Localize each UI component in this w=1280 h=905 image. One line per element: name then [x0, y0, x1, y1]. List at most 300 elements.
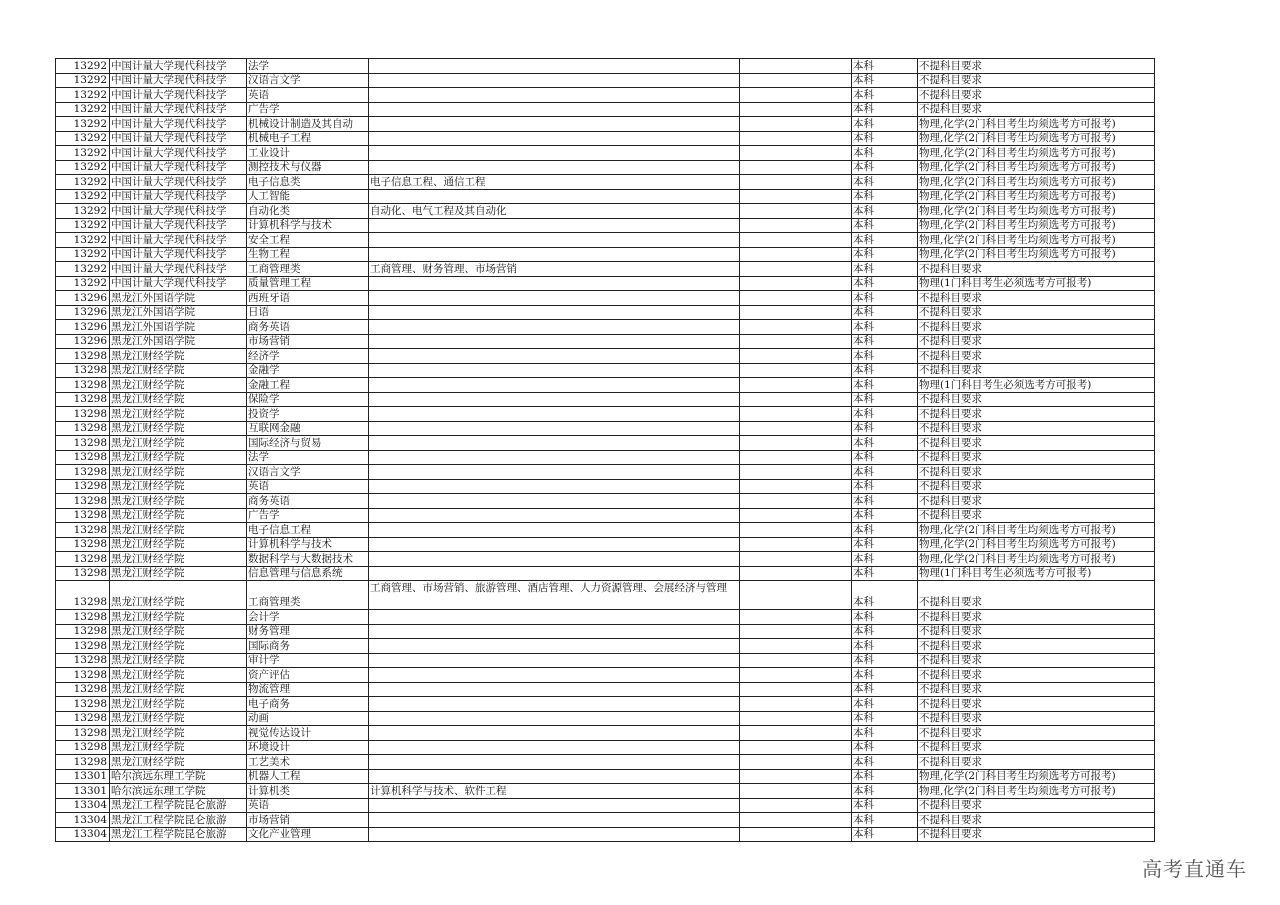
- level-cell: 本科: [852, 189, 918, 204]
- school-name-cell: 黑龙江财经学院: [110, 610, 247, 625]
- school-code-cell: 13292: [56, 131, 110, 146]
- subject-requirement-cell: 不提科目要求: [918, 624, 1155, 639]
- table-row: [56, 566, 1155, 581]
- included-majors-cell: [369, 392, 740, 407]
- subject-requirement-cell: 不提科目要求: [918, 73, 1155, 88]
- subject-requirement-cell: 物理,化学(2门科目考生均须选考方可报考): [918, 769, 1155, 784]
- school-name-cell: 黑龙江财经学院: [110, 508, 247, 523]
- subject-requirement-cell: 不提科目要求: [918, 436, 1155, 451]
- subject-requirement-cell: 物理,化学(2门科目考生均须选考方可报考): [918, 189, 1155, 204]
- watermark-text: 高考直通车: [1142, 857, 1247, 881]
- table-row: [56, 639, 1155, 654]
- school-name-cell: 中国计量大学现代科技学: [110, 233, 247, 248]
- school-name-cell: 黑龙江财经学院: [110, 450, 247, 465]
- level-cell: 本科: [852, 740, 918, 755]
- blank-cell: [740, 450, 852, 465]
- subject-requirement-cell: 不提科目要求: [918, 711, 1155, 726]
- school-name-cell: 黑龙江外国语学院: [110, 291, 247, 306]
- table-row: [56, 537, 1155, 552]
- included-majors-cell: 计算机科学与技术、软件工程: [369, 784, 740, 799]
- included-majors-cell: [369, 349, 740, 364]
- included-majors-cell: [369, 88, 740, 103]
- included-majors-cell: [369, 117, 740, 132]
- school-code-cell: 13298: [56, 639, 110, 654]
- subject-requirement-cell: 不提科目要求: [918, 102, 1155, 117]
- subject-requirement-cell: 不提科目要求: [918, 740, 1155, 755]
- included-majors-cell: [369, 59, 740, 74]
- included-majors-cell: [369, 653, 740, 668]
- subject-requirement-cell: 不提科目要求: [918, 349, 1155, 364]
- blank-cell: [740, 581, 852, 610]
- included-majors-cell: 工商管理、财务管理、市场营销: [369, 262, 740, 277]
- included-majors-cell: [369, 407, 740, 422]
- table-row: [56, 204, 1155, 219]
- table-row: [56, 465, 1155, 480]
- school-code-cell: 13298: [56, 465, 110, 480]
- school-code-cell: 13298: [56, 624, 110, 639]
- school-code-cell: 13298: [56, 450, 110, 465]
- subject-requirement-cell: 物理,化学(2门科目考生均须选考方可报考): [918, 204, 1155, 219]
- major-cell: 机械设计制造及其自动: [247, 117, 369, 132]
- included-majors-cell: [369, 102, 740, 117]
- subject-requirement-cell: 不提科目要求: [918, 320, 1155, 335]
- school-code-cell: 13298: [56, 697, 110, 712]
- blank-cell: [740, 276, 852, 291]
- table-row: [56, 813, 1155, 828]
- level-cell: 本科: [852, 639, 918, 654]
- blank-cell: [740, 320, 852, 335]
- subject-requirement-cell: 不提科目要求: [918, 494, 1155, 509]
- level-cell: 本科: [852, 494, 918, 509]
- major-cell: 电子信息工程: [247, 523, 369, 538]
- table-row: [56, 581, 1155, 610]
- major-cell: 西班牙语: [247, 291, 369, 306]
- subject-requirement-cell: 物理,化学(2门科目考生均须选考方可报考): [918, 523, 1155, 538]
- included-majors-cell: [369, 552, 740, 567]
- school-name-cell: 黑龙江外国语学院: [110, 305, 247, 320]
- subject-requirement-cell: 物理(1门科目考生必须选考方可报考): [918, 566, 1155, 581]
- included-majors-cell: 工商管理、市场营销、旅游管理、酒店管理、人力资源管理、会展经济与管理: [369, 581, 740, 610]
- table-row: [56, 421, 1155, 436]
- blank-cell: [740, 813, 852, 828]
- table-row: [56, 697, 1155, 712]
- table-row: [56, 508, 1155, 523]
- included-majors-cell: [369, 668, 740, 683]
- included-majors-cell: [369, 479, 740, 494]
- subject-requirement-cell: 物理,化学(2门科目考生均须选考方可报考): [918, 247, 1155, 262]
- blank-cell: [740, 349, 852, 364]
- included-majors-cell: [369, 740, 740, 755]
- blank-cell: [740, 392, 852, 407]
- school-name-cell: 黑龙江财经学院: [110, 363, 247, 378]
- major-cell: 经济学: [247, 349, 369, 364]
- blank-cell: [740, 769, 852, 784]
- level-cell: 本科: [852, 247, 918, 262]
- level-cell: 本科: [852, 407, 918, 422]
- included-majors-cell: [369, 334, 740, 349]
- school-code-cell: 13292: [56, 102, 110, 117]
- subject-requirement-cell: 物理,化学(2门科目考生均须选考方可报考): [918, 175, 1155, 190]
- major-cell: 动画: [247, 711, 369, 726]
- level-cell: 本科: [852, 73, 918, 88]
- table-row: [56, 117, 1155, 132]
- school-code-cell: 13298: [56, 508, 110, 523]
- subject-requirement-cell: 不提科目要求: [918, 59, 1155, 74]
- level-cell: 本科: [852, 218, 918, 233]
- school-code-cell: 13304: [56, 827, 110, 842]
- level-cell: 本科: [852, 581, 918, 610]
- major-cell: 测控技术与仪器: [247, 160, 369, 175]
- major-cell: 英语: [247, 479, 369, 494]
- school-code-cell: 13296: [56, 320, 110, 335]
- level-cell: 本科: [852, 798, 918, 813]
- school-code-cell: 13292: [56, 88, 110, 103]
- level-cell: 本科: [852, 291, 918, 306]
- school-code-cell: 13296: [56, 305, 110, 320]
- included-majors-cell: [369, 450, 740, 465]
- blank-cell: [740, 653, 852, 668]
- school-name-cell: 黑龙江财经学院: [110, 566, 247, 581]
- school-code-cell: 13298: [56, 552, 110, 567]
- table-row: [56, 276, 1155, 291]
- table-row: [56, 436, 1155, 451]
- subject-requirement-cell: 不提科目要求: [918, 508, 1155, 523]
- school-name-cell: 黑龙江外国语学院: [110, 334, 247, 349]
- major-cell: 视觉传达设计: [247, 726, 369, 741]
- blank-cell: [740, 189, 852, 204]
- school-name-cell: 中国计量大学现代科技学: [110, 117, 247, 132]
- blank-cell: [740, 131, 852, 146]
- table-row: [56, 610, 1155, 625]
- level-cell: 本科: [852, 813, 918, 828]
- table-row: [56, 146, 1155, 161]
- included-majors-cell: [369, 769, 740, 784]
- table-row: [56, 494, 1155, 509]
- level-cell: 本科: [852, 117, 918, 132]
- blank-cell: [740, 711, 852, 726]
- school-name-cell: 黑龙江财经学院: [110, 392, 247, 407]
- table-row: [56, 131, 1155, 146]
- school-name-cell: 黑龙江财经学院: [110, 639, 247, 654]
- subject-requirement-cell: 物理(1门科目考生必须选考方可报考): [918, 276, 1155, 291]
- included-majors-cell: [369, 827, 740, 842]
- school-code-cell: 13298: [56, 494, 110, 509]
- included-majors-cell: [369, 494, 740, 509]
- table-row: [56, 320, 1155, 335]
- major-cell: 市场营销: [247, 334, 369, 349]
- blank-cell: [740, 610, 852, 625]
- school-name-cell: 中国计量大学现代科技学: [110, 88, 247, 103]
- major-cell: 计算机类: [247, 784, 369, 799]
- level-cell: 本科: [852, 88, 918, 103]
- major-cell: 金融工程: [247, 378, 369, 393]
- school-name-cell: 黑龙江财经学院: [110, 668, 247, 683]
- school-name-cell: 黑龙江财经学院: [110, 653, 247, 668]
- subject-requirement-cell: 物理,化学(2门科目考生均须选考方可报考): [918, 233, 1155, 248]
- level-cell: 本科: [852, 523, 918, 538]
- school-code-cell: 13292: [56, 117, 110, 132]
- school-code-cell: 13292: [56, 59, 110, 74]
- subject-requirement-cell: 不提科目要求: [918, 392, 1155, 407]
- school-code-cell: 13298: [56, 682, 110, 697]
- school-code-cell: 13292: [56, 276, 110, 291]
- level-cell: 本科: [852, 392, 918, 407]
- blank-cell: [740, 262, 852, 277]
- blank-cell: [740, 697, 852, 712]
- blank-cell: [740, 552, 852, 567]
- subject-requirement-cell: 物理,化学(2门科目考生均须选考方可报考): [918, 160, 1155, 175]
- subject-requirement-cell: 不提科目要求: [918, 813, 1155, 828]
- level-cell: 本科: [852, 465, 918, 480]
- level-cell: 本科: [852, 653, 918, 668]
- blank-cell: [740, 305, 852, 320]
- major-cell: 工业设计: [247, 146, 369, 161]
- school-code-cell: 13298: [56, 407, 110, 422]
- school-code-cell: 13298: [56, 581, 110, 610]
- table-row: [56, 378, 1155, 393]
- level-cell: 本科: [852, 827, 918, 842]
- subject-requirement-cell: 物理(1门科目考生必须选考方可报考): [918, 378, 1155, 393]
- blank-cell: [740, 378, 852, 393]
- subject-requirement-cell: 不提科目要求: [918, 88, 1155, 103]
- level-cell: 本科: [852, 102, 918, 117]
- table-row: [56, 233, 1155, 248]
- school-code-cell: 13292: [56, 189, 110, 204]
- major-cell: 文化产业管理: [247, 827, 369, 842]
- included-majors-cell: [369, 73, 740, 88]
- subject-requirement-cell: 不提科目要求: [918, 755, 1155, 770]
- table-row: [56, 755, 1155, 770]
- major-cell: 广告学: [247, 508, 369, 523]
- major-cell: 会计学: [247, 610, 369, 625]
- level-cell: 本科: [852, 436, 918, 451]
- major-cell: 金融学: [247, 363, 369, 378]
- school-name-cell: 黑龙江财经学院: [110, 523, 247, 538]
- school-code-cell: 13296: [56, 334, 110, 349]
- included-majors-cell: 电子信息工程、通信工程: [369, 175, 740, 190]
- subject-requirement-cell: 不提科目要求: [918, 798, 1155, 813]
- blank-cell: [740, 247, 852, 262]
- included-majors-cell: [369, 233, 740, 248]
- included-majors-cell: [369, 378, 740, 393]
- subject-requirement-cell: 物理,化学(2门科目考生均须选考方可报考): [918, 146, 1155, 161]
- level-cell: 本科: [852, 421, 918, 436]
- subject-requirement-cell: 不提科目要求: [918, 653, 1155, 668]
- school-name-cell: 黑龙江财经学院: [110, 711, 247, 726]
- included-majors-cell: [369, 160, 740, 175]
- blank-cell: [740, 59, 852, 74]
- table-row: [56, 523, 1155, 538]
- level-cell: 本科: [852, 508, 918, 523]
- school-code-cell: 13292: [56, 175, 110, 190]
- school-name-cell: 黑龙江财经学院: [110, 624, 247, 639]
- major-cell: 自动化类: [247, 204, 369, 219]
- school-name-cell: 黑龙江财经学院: [110, 349, 247, 364]
- school-name-cell: 中国计量大学现代科技学: [110, 73, 247, 88]
- table-row: [56, 479, 1155, 494]
- blank-cell: [740, 175, 852, 190]
- school-name-cell: 黑龙江财经学院: [110, 465, 247, 480]
- blank-cell: [740, 233, 852, 248]
- table-row: [56, 392, 1155, 407]
- major-cell: 日语: [247, 305, 369, 320]
- school-code-cell: 13292: [56, 233, 110, 248]
- table-row: [56, 88, 1155, 103]
- included-majors-cell: [369, 711, 740, 726]
- subject-requirement-cell: 不提科目要求: [918, 421, 1155, 436]
- included-majors-cell: [369, 610, 740, 625]
- subject-requirement-cell: 不提科目要求: [918, 363, 1155, 378]
- blank-cell: [740, 117, 852, 132]
- table-row: [56, 624, 1155, 639]
- school-code-cell: 13298: [56, 740, 110, 755]
- table-row: [56, 349, 1155, 364]
- school-name-cell: 黑龙江外国语学院: [110, 320, 247, 335]
- major-cell: 安全工程: [247, 233, 369, 248]
- included-majors-cell: [369, 146, 740, 161]
- school-name-cell: 黑龙江财经学院: [110, 378, 247, 393]
- subject-requirement-cell: 物理,化学(2门科目考生均须选考方可报考): [918, 552, 1155, 567]
- blank-cell: [740, 88, 852, 103]
- table-row: [56, 59, 1155, 74]
- included-majors-cell: [369, 813, 740, 828]
- subject-requirement-cell: 不提科目要求: [918, 450, 1155, 465]
- blank-cell: [740, 523, 852, 538]
- level-cell: 本科: [852, 784, 918, 799]
- level-cell: 本科: [852, 146, 918, 161]
- included-majors-cell: [369, 465, 740, 480]
- table-row: [56, 784, 1155, 799]
- blank-cell: [740, 537, 852, 552]
- school-code-cell: 13298: [56, 421, 110, 436]
- included-majors-cell: [369, 218, 740, 233]
- included-majors-cell: [369, 291, 740, 306]
- school-name-cell: 中国计量大学现代科技学: [110, 102, 247, 117]
- included-majors-cell: [369, 682, 740, 697]
- major-cell: 汉语言文学: [247, 465, 369, 480]
- major-cell: 法学: [247, 59, 369, 74]
- level-cell: 本科: [852, 363, 918, 378]
- school-name-cell: 黑龙江财经学院: [110, 479, 247, 494]
- school-name-cell: 黑龙江财经学院: [110, 436, 247, 451]
- table-row: [56, 247, 1155, 262]
- subject-requirement-cell: 不提科目要求: [918, 407, 1155, 422]
- level-cell: 本科: [852, 378, 918, 393]
- major-cell: 电子信息类: [247, 175, 369, 190]
- subject-requirement-cell: 不提科目要求: [918, 465, 1155, 480]
- included-majors-cell: [369, 436, 740, 451]
- school-code-cell: 13298: [56, 711, 110, 726]
- table-row: [56, 102, 1155, 117]
- subject-requirement-cell: 不提科目要求: [918, 610, 1155, 625]
- blank-cell: [740, 436, 852, 451]
- level-cell: 本科: [852, 537, 918, 552]
- school-code-cell: 13298: [56, 610, 110, 625]
- included-majors-cell: [369, 189, 740, 204]
- blank-cell: [740, 726, 852, 741]
- major-cell: 工艺美术: [247, 755, 369, 770]
- major-cell: 英语: [247, 88, 369, 103]
- table-row: [56, 160, 1155, 175]
- blank-cell: [740, 639, 852, 654]
- major-cell: 电子商务: [247, 697, 369, 712]
- school-name-cell: 黑龙江财经学院: [110, 755, 247, 770]
- blank-cell: [740, 668, 852, 683]
- school-code-cell: 13298: [56, 566, 110, 581]
- table-row: [56, 407, 1155, 422]
- major-cell: 信息管理与信息系统: [247, 566, 369, 581]
- table-row: [56, 682, 1155, 697]
- school-name-cell: 黑龙江财经学院: [110, 494, 247, 509]
- subject-requirement-cell: 不提科目要求: [918, 305, 1155, 320]
- school-code-cell: 13298: [56, 378, 110, 393]
- table-row: [56, 726, 1155, 741]
- blank-cell: [740, 740, 852, 755]
- school-code-cell: 13292: [56, 73, 110, 88]
- included-majors-cell: [369, 523, 740, 538]
- school-name-cell: 哈尔滨远东理工学院: [110, 769, 247, 784]
- major-cell: 广告学: [247, 102, 369, 117]
- table-row: [56, 827, 1155, 842]
- table-row: [56, 798, 1155, 813]
- table-row: [56, 175, 1155, 190]
- school-name-cell: 中国计量大学现代科技学: [110, 175, 247, 190]
- school-name-cell: 中国计量大学现代科技学: [110, 204, 247, 219]
- school-name-cell: 中国计量大学现代科技学: [110, 146, 247, 161]
- level-cell: 本科: [852, 479, 918, 494]
- blank-cell: [740, 160, 852, 175]
- included-majors-cell: [369, 320, 740, 335]
- blank-cell: [740, 624, 852, 639]
- blank-cell: [740, 218, 852, 233]
- blank-cell: [740, 363, 852, 378]
- school-code-cell: 13292: [56, 247, 110, 262]
- school-code-cell: 13296: [56, 291, 110, 306]
- major-cell: 计算机科学与技术: [247, 537, 369, 552]
- school-name-cell: 黑龙江财经学院: [110, 407, 247, 422]
- blank-cell: [740, 755, 852, 770]
- major-cell: 资产评估: [247, 668, 369, 683]
- included-majors-cell: [369, 624, 740, 639]
- school-code-cell: 13298: [56, 523, 110, 538]
- school-name-cell: 中国计量大学现代科技学: [110, 247, 247, 262]
- level-cell: 本科: [852, 624, 918, 639]
- school-name-cell: 中国计量大学现代科技学: [110, 262, 247, 277]
- major-cell: 人工智能: [247, 189, 369, 204]
- school-code-cell: 13298: [56, 392, 110, 407]
- major-cell: 数据科学与大数据技术: [247, 552, 369, 567]
- level-cell: 本科: [852, 320, 918, 335]
- table-row: [56, 450, 1155, 465]
- blank-cell: [740, 146, 852, 161]
- blank-cell: [740, 508, 852, 523]
- school-code-cell: 13298: [56, 479, 110, 494]
- major-cell: 商务英语: [247, 494, 369, 509]
- major-cell: 工商管理类: [247, 262, 369, 277]
- major-cell: 机器人工程: [247, 769, 369, 784]
- subject-requirement-cell: 物理,化学(2门科目考生均须选考方可报考): [918, 117, 1155, 132]
- major-cell: 工商管理类: [247, 581, 369, 610]
- level-cell: 本科: [852, 668, 918, 683]
- blank-cell: [740, 827, 852, 842]
- blank-cell: [740, 465, 852, 480]
- blank-cell: [740, 798, 852, 813]
- subject-requirement-cell: 不提科目要求: [918, 262, 1155, 277]
- included-majors-cell: [369, 639, 740, 654]
- major-cell: 环境设计: [247, 740, 369, 755]
- blank-cell: [740, 784, 852, 799]
- school-code-cell: 13298: [56, 726, 110, 741]
